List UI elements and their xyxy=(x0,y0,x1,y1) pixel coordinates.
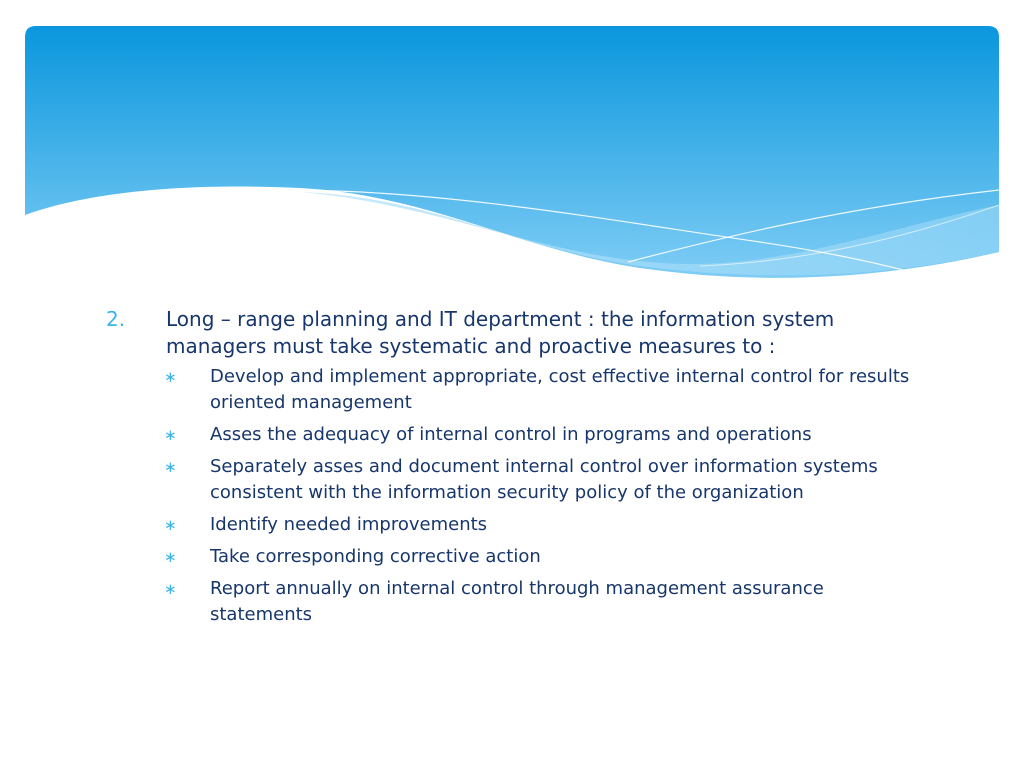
asterisk-bullet-icon: ∗ xyxy=(164,368,177,386)
numbered-list-item xyxy=(106,306,926,360)
bullet-text: Report annually on internal control through management assurance statements xyxy=(210,578,824,625)
banner-background xyxy=(25,26,999,278)
bullet-item xyxy=(164,512,926,538)
bullet-item xyxy=(164,544,926,570)
asterisk-bullet-icon: ∗ xyxy=(164,426,177,444)
bullet-item xyxy=(164,364,926,416)
bullet-item xyxy=(164,422,926,448)
asterisk-bullet-icon: ∗ xyxy=(164,548,177,566)
content-area xyxy=(106,306,926,634)
bullet-text: Develop and implement appropriate, cost effective internal control for results oriented management xyxy=(210,366,910,413)
bullet-list xyxy=(164,364,926,628)
bullet-text: Separately asses and document internal control over information systems consistent with the information security policy of the organization xyxy=(210,456,878,503)
asterisk-bullet-icon: ∗ xyxy=(164,580,177,598)
bullet-text: Identify needed improvements xyxy=(210,514,488,535)
bullet-text: Asses the adequacy of internal control in programs and operations xyxy=(210,424,812,445)
asterisk-bullet-icon: ∗ xyxy=(164,516,177,534)
asterisk-bullet-icon: ∗ xyxy=(164,458,177,476)
list-number: 2. xyxy=(106,307,126,331)
list-heading: Long – range planning and IT department : the information system managers must take systematic and proactive measures to : xyxy=(166,307,835,358)
bullet-text: Take corresponding corrective action xyxy=(210,546,541,567)
bullet-item xyxy=(164,576,926,628)
bullet-item xyxy=(164,454,926,506)
header-wave-banner xyxy=(0,0,1024,300)
